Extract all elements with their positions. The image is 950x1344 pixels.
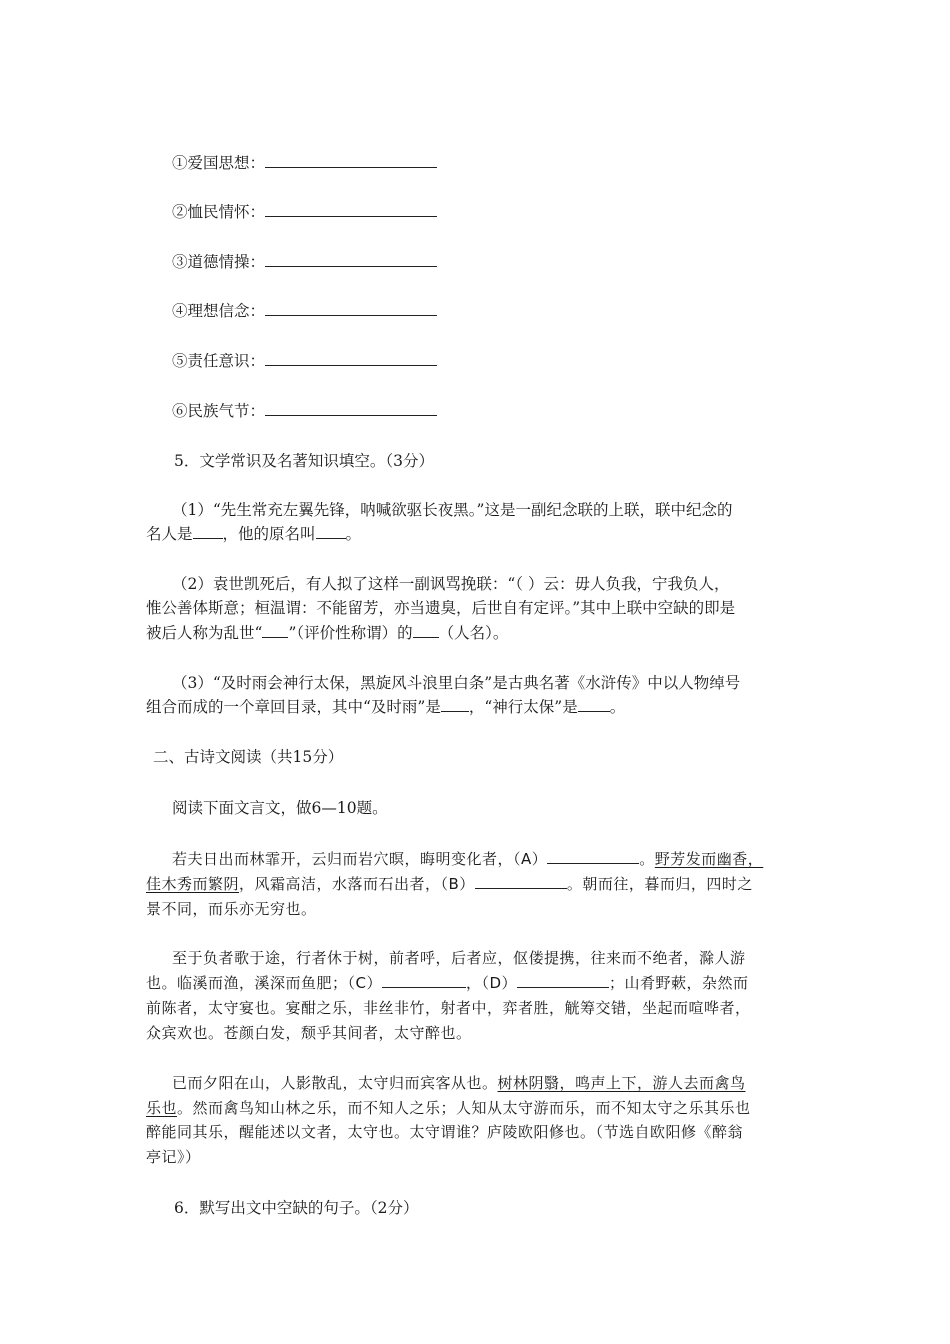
- answer-blank-a[interactable]: [547, 849, 639, 864]
- q4-item-6: ⑥民族气节：: [172, 400, 437, 422]
- passage-para3-line4: 亭记》）: [146, 1148, 201, 1166]
- answer-blank[interactable]: [316, 524, 346, 539]
- q4-item-1: ①爱国思想：: [172, 152, 437, 174]
- q5-part2-line3: 被后人称为乱世“ ”（评价性称谓）的 （人名）。: [146, 624, 509, 642]
- answer-blank[interactable]: [262, 623, 288, 638]
- passage-para2-line1: 至于负者歌于途，行者休于树，前者呼，后者应，伛偻提携，往来而不绝者，滁人游: [172, 949, 746, 967]
- passage-para1-line3: 景不同，而乐亦无穷也。: [146, 900, 317, 918]
- answer-blank[interactable]: [413, 623, 439, 638]
- section-heading: 二、古诗文阅读（共15分）: [153, 748, 344, 766]
- passage-para1-line1: 若夫日出而林霏开，云归而岩穴暝，晦明变化者，（A） 。野芳发而幽香，: [172, 850, 764, 868]
- answer-blank[interactable]: [265, 202, 437, 217]
- q5-part1-line1: （1）“先生常充左翼先锋，呐喊欲驱长夜黑。”这是一副纪念联的上联，联中纪念的: [172, 501, 733, 519]
- answer-blank[interactable]: [265, 301, 437, 316]
- passage-para3-line3: 醉能同其乐，醒能述以文者，太守也。太守谓谁？庐陵欧阳修也。（节选自欧阳修《醉翁: [146, 1123, 744, 1141]
- q4-item-4: ④理想信念：: [172, 300, 437, 322]
- passage-para2-line4: 众宾欢也。苍颜白发，颓乎其间者，太守醉也。: [146, 1024, 472, 1042]
- q4-item-3: ③道德情操：: [172, 251, 437, 273]
- answer-blank[interactable]: [578, 697, 610, 712]
- answer-blank[interactable]: [193, 524, 223, 539]
- passage-para3-line1: 已而夕阳在山，人影散乱，太守归而宾客从也。树林阴翳，鸣声上下，游人去而禽鸟: [172, 1074, 746, 1092]
- q4-item-5: ⑤责任意识：: [172, 350, 437, 372]
- q5-part1-line2: 名人是 ，他的原名叫 。: [146, 525, 362, 543]
- q5-part2-line1: （2）袁世凯死后，有人拟了这样一副讽骂挽联：“（ ）云：毋人负我，宁我负人，: [172, 575, 730, 593]
- answer-blank[interactable]: [441, 697, 469, 712]
- answer-blank[interactable]: [265, 252, 437, 267]
- q5-title: 5．文学常识及名著知识填空。（3分）: [174, 452, 434, 470]
- answer-blank-b[interactable]: [475, 874, 567, 889]
- section-intro: 阅读下面文言文，做6—10题。: [172, 799, 388, 817]
- answer-blank[interactable]: [265, 153, 437, 168]
- passage-para3-line2: 乐也。然而禽鸟知山林之乐，而不知人之乐；人知从太守游而乐，而不知太守之乐其乐也: [146, 1099, 751, 1117]
- answer-blank-c[interactable]: [382, 973, 466, 988]
- answer-blank-d[interactable]: [517, 973, 609, 988]
- q5-part3-line2: 组合而成的一个章回目录，其中“及时雨”是 ，“神行太保”是 。: [146, 698, 626, 716]
- q6-title: 6．默写出文中空缺的句子。（2分）: [174, 1199, 419, 1217]
- answer-blank[interactable]: [265, 401, 437, 416]
- passage-para2-line3: 前陈者，太守宴也。宴酣之乐，非丝非竹，射者中，弈者胜，觥筹交错，坐起而喧哗者，: [146, 999, 751, 1017]
- q4-item-2: ②恤民情怀：: [172, 201, 437, 223]
- q5-part2-line2: 惟公善体斯意；桓温谓：不能留芳，亦当遗臭，后世自有定评。”其中上联中空缺的即是: [146, 599, 736, 617]
- passage-para2-line2: 也。临溪而渔，溪深而鱼肥；（C） ，（D） ；山肴野蔌，杂然而: [146, 974, 749, 992]
- q5-part3-line1: （3）“及时雨会神行太保，黑旋风斗浪里白条”是古典名著《水浒传》中以人物绰号: [172, 674, 741, 692]
- passage-para1-line2: 佳木秀而繁阴，风霜高洁，水落而石出者，（B） 。朝而往，暮而归，四时之: [146, 875, 753, 893]
- answer-blank[interactable]: [265, 351, 437, 366]
